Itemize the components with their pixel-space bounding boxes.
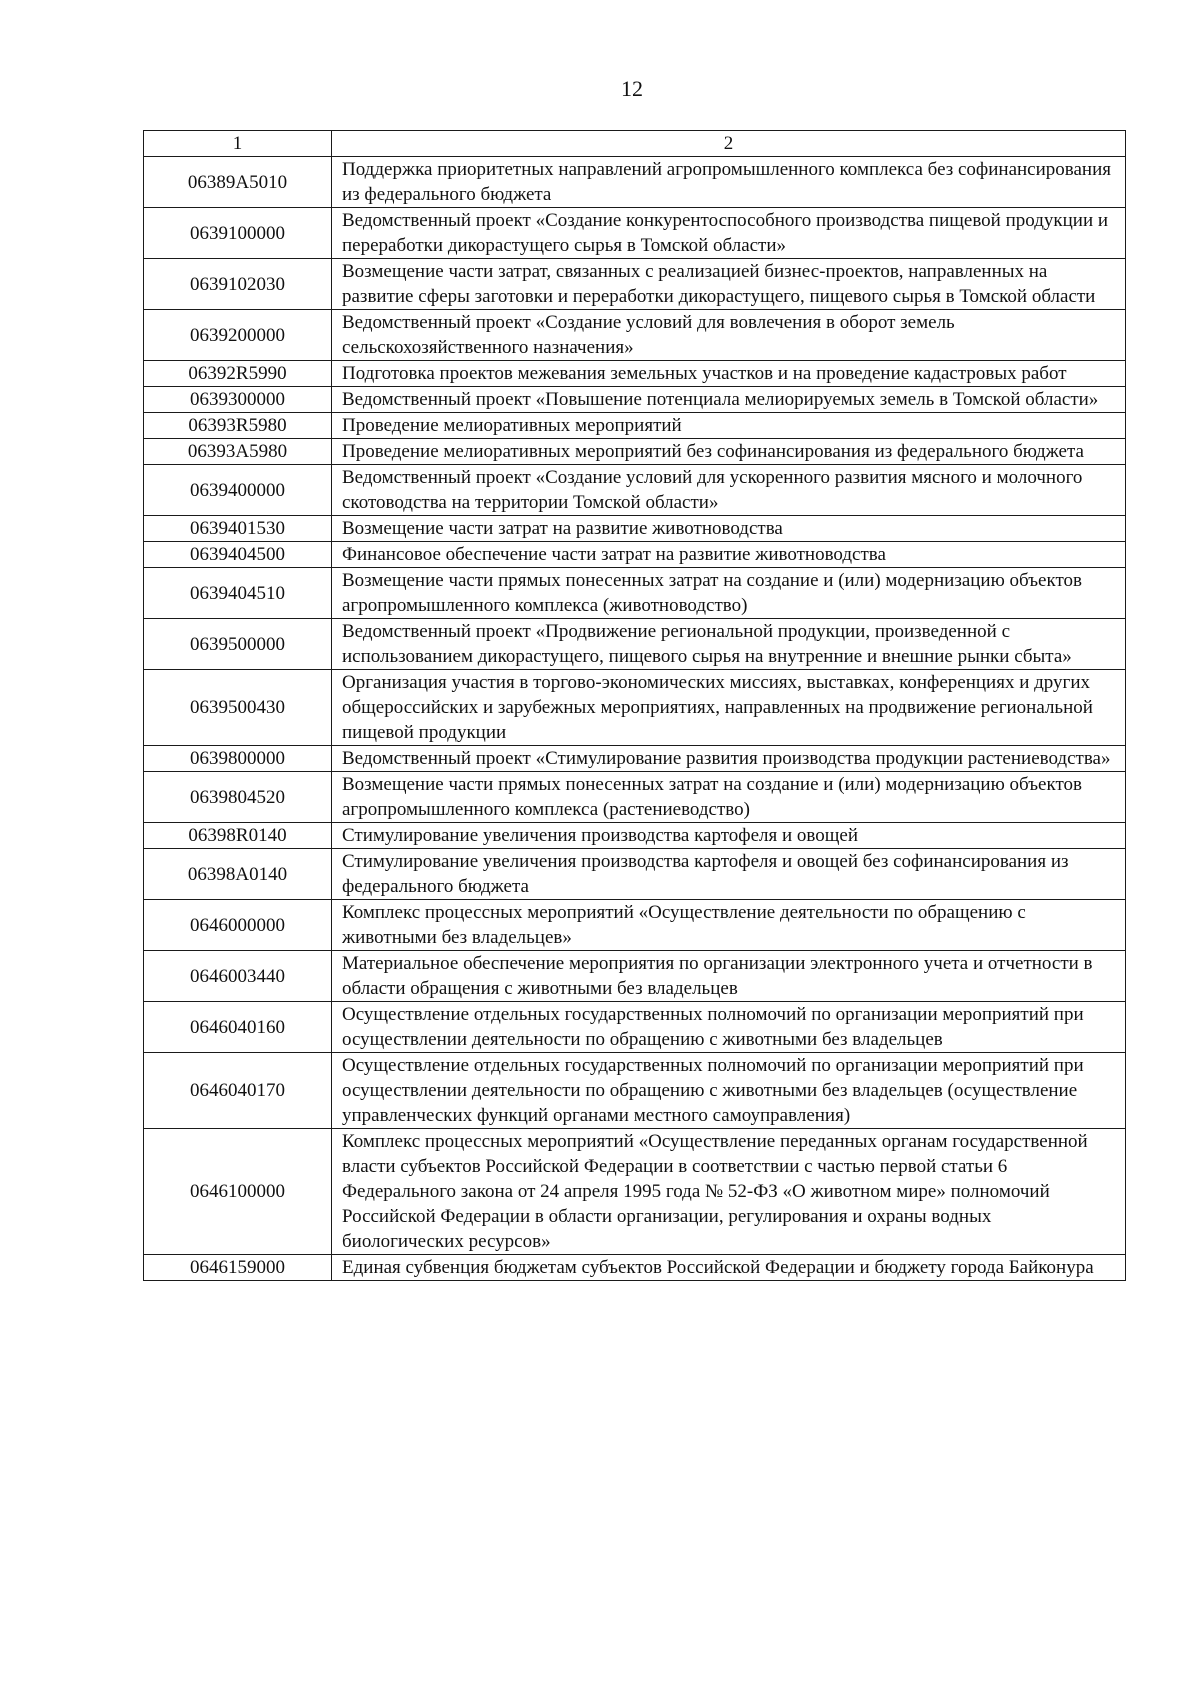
- row-description: Ведомственный проект «Стимулирование развития производства продукции растениеводства»: [332, 746, 1126, 772]
- table-row: [144, 1255, 1126, 1281]
- row-description: Ведомственный проект «Создание условий для ускоренного развития мясного и молочного скотоводства на территории Томской области»: [332, 465, 1126, 516]
- row-description: Организация участия в торгово-экономических миссиях, выставках, конференциях и других общероссийских и зарубежных мероприятиях, направленных на продвижение региональной пищевой продукции: [332, 670, 1126, 746]
- row-code: 0646100000: [144, 1129, 332, 1255]
- row-description: Ведомственный проект «Продвижение региональной продукции, произведенной с использованием дикорастущего, пищевого сырья на внутренние и внешние рынки сбыта»: [332, 619, 1126, 670]
- row-code: 0646159000: [144, 1255, 332, 1281]
- row-description: Финансовое обеспечение части затрат на развитие животноводства: [332, 542, 1126, 568]
- table-row: [144, 568, 1126, 619]
- row-code: 0639804520: [144, 772, 332, 823]
- row-description: Подготовка проектов межевания земельных участков и на проведение кадастровых работ: [332, 361, 1126, 387]
- column-header-code: 1: [144, 131, 332, 157]
- row-code: 06393A5980: [144, 439, 332, 465]
- row-description: Возмещение части прямых понесенных затрат на создание и (или) модернизацию объектов агропромышленного комплекса (животноводство): [332, 568, 1126, 619]
- table-row: [144, 823, 1126, 849]
- table-row: [144, 951, 1126, 1002]
- row-code: 0639100000: [144, 208, 332, 259]
- table-row: [144, 1002, 1126, 1053]
- row-code: 0639404500: [144, 542, 332, 568]
- row-code: 0639404510: [144, 568, 332, 619]
- table-row: [144, 439, 1126, 465]
- table-body: [144, 157, 1126, 1281]
- header-row: [144, 131, 1126, 157]
- row-code: 0646040160: [144, 1002, 332, 1053]
- row-code: 0639401530: [144, 516, 332, 542]
- table-row: [144, 849, 1126, 900]
- table-row: [144, 1053, 1126, 1129]
- row-description: Осуществление отдельных государственных полномочий по организации мероприятий при осуществлении деятельности по обращению с животными без владельцев (осуществление управленческих функций органами местного самоуправления): [332, 1053, 1126, 1129]
- row-description: Возмещение части затрат на развитие животноводства: [332, 516, 1126, 542]
- row-code: 0639800000: [144, 746, 332, 772]
- row-code: 06398R0140: [144, 823, 332, 849]
- row-description: Материальное обеспечение мероприятия по организации электронного учета и отчетности в области обращения с животными без владельцев: [332, 951, 1126, 1002]
- table-row: [144, 259, 1126, 310]
- row-description: Проведение мелиоративных мероприятий: [332, 413, 1126, 439]
- row-description: Стимулирование увеличения производства картофеля и овощей: [332, 823, 1126, 849]
- row-code: 0639300000: [144, 387, 332, 413]
- table-row: [144, 900, 1126, 951]
- row-description: Поддержка приоритетных направлений агропромышленного комплекса без софинансирования из федерального бюджета: [332, 157, 1126, 208]
- row-code: 0646003440: [144, 951, 332, 1002]
- table-row: [144, 361, 1126, 387]
- table-row: [144, 619, 1126, 670]
- row-code: 06398A0140: [144, 849, 332, 900]
- row-description: Стимулирование увеличения производства картофеля и овощей без софинансирования из федерального бюджета: [332, 849, 1126, 900]
- row-description: Ведомственный проект «Создание условий для вовлечения в оборот земель сельскохозяйственного назначения»: [332, 310, 1126, 361]
- row-code: 0639500430: [144, 670, 332, 746]
- table-row: [144, 746, 1126, 772]
- row-description: Осуществление отдельных государственных полномочий по организации мероприятий при осуществлении деятельности по обращению с животными без владельцев: [332, 1002, 1126, 1053]
- table-row: [144, 157, 1126, 208]
- row-code: 0639102030: [144, 259, 332, 310]
- row-description: Возмещение части затрат, связанных с реализацией бизнес-проектов, направленных на развитие сферы заготовки и переработки дикорастущего, пищевого сырья в Томской области: [332, 259, 1126, 310]
- row-description: Комплекс процессных мероприятий «Осуществление деятельности по обращению с животными без владельцев»: [332, 900, 1126, 951]
- row-code: 06389A5010: [144, 157, 332, 208]
- table-row: [144, 310, 1126, 361]
- table-row: [144, 387, 1126, 413]
- table-row: [144, 1129, 1126, 1255]
- row-description: Ведомственный проект «Повышение потенциала мелиорируемых земель в Томской области»: [332, 387, 1126, 413]
- table-row: [144, 772, 1126, 823]
- budget-classification-table: [143, 130, 1126, 1281]
- table-row: [144, 413, 1126, 439]
- row-code: 0646000000: [144, 900, 332, 951]
- table-row: [144, 465, 1126, 516]
- row-code: 06392R5990: [144, 361, 332, 387]
- row-code: 0646040170: [144, 1053, 332, 1129]
- row-description: Комплекс процессных мероприятий «Осуществление переданных органам государственной власти субъектов Российской Федерации в соответствии с частью первой статьи 6 Федерального закона от 24 апреля 1995 года № 52-ФЗ «О животном мире» полномочий Российской Федерации в области организации, регулирования и охраны водных биологических ресурсов»: [332, 1129, 1126, 1255]
- table-row: [144, 208, 1126, 259]
- row-description: Проведение мелиоративных мероприятий без софинансирования из федерального бюджета: [332, 439, 1126, 465]
- column-header-description: 2: [332, 131, 1126, 157]
- table-row: [144, 516, 1126, 542]
- row-description: Единая субвенция бюджетам субъектов Российской Федерации и бюджету города Байконура: [332, 1255, 1126, 1281]
- table-row: [144, 670, 1126, 746]
- row-code: 0639400000: [144, 465, 332, 516]
- row-code: 0639200000: [144, 310, 332, 361]
- row-code: 0639500000: [144, 619, 332, 670]
- table-row: [144, 542, 1126, 568]
- row-code: 06393R5980: [144, 413, 332, 439]
- page-number: 12: [621, 76, 643, 101]
- row-description: Ведомственный проект «Создание конкурентоспособного производства пищевой продукции и переработки дикорастущего сырья в Томской области»: [332, 208, 1126, 259]
- row-description: Возмещение части прямых понесенных затрат на создание и (или) модернизацию объектов агропромышленного комплекса (растениеводство): [332, 772, 1126, 823]
